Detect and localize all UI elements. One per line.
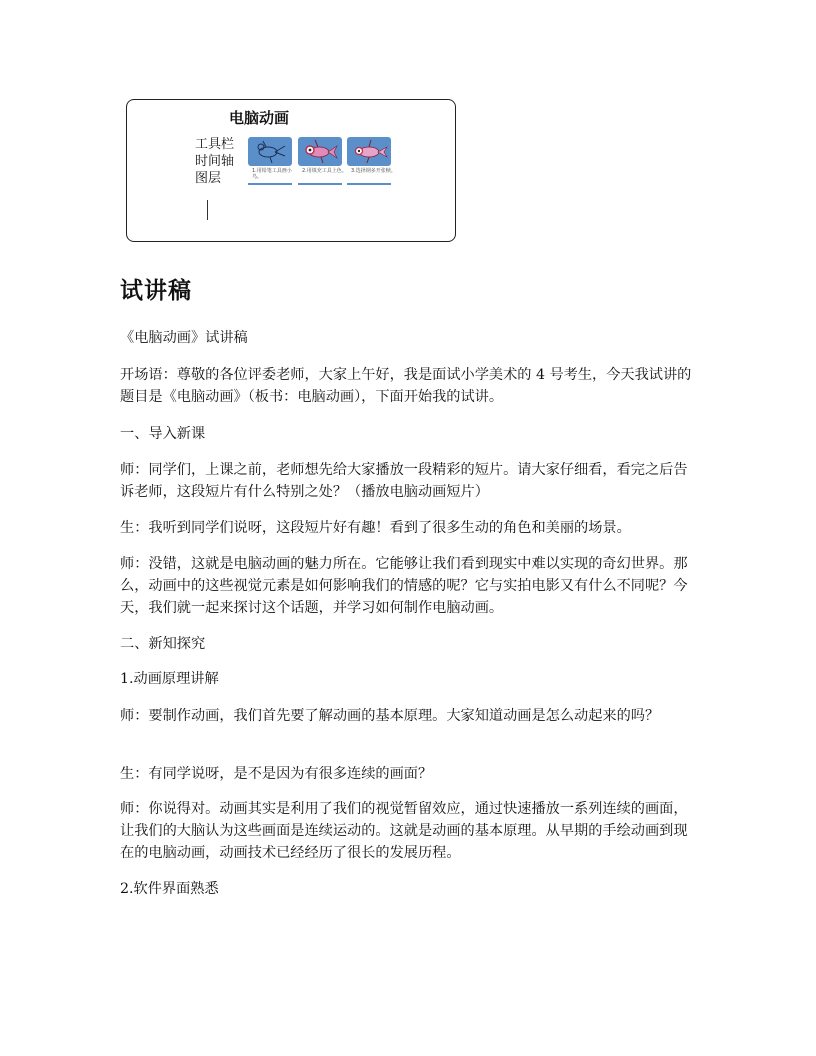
frame-1-underline: [248, 183, 292, 185]
frame-3-caption: 3.选择钢多开张帧。: [351, 168, 396, 174]
animation-frames: [248, 137, 396, 187]
board-keyword-layer: 图层: [195, 171, 222, 186]
paragraph-teacher-1: 师：同学们，上课之前，老师想先给大家播放一段精彩的短片。请大家仔细看，看完之后告诉老师，这段短片有什么特别之处？（播放电脑动画短片）: [120, 462, 688, 500]
frame-2-caption: 2.用填充工具上色。: [302, 168, 347, 174]
frame-3-bird-colored-image: [347, 137, 391, 166]
frame-1-caption: 1.用铅笔工具画小鸟。: [252, 168, 292, 180]
frame-3-underline: [347, 183, 391, 185]
heading-introduction: 一、导入新课: [120, 426, 206, 442]
frame-2-underline: [298, 183, 342, 185]
board-keyword-toolbar: 工具栏: [195, 137, 235, 152]
board-vertical-line: [207, 200, 208, 220]
paragraph-student-2: 生：有同学说呀，是不是因为有很多连续的画面？: [120, 766, 433, 782]
frame-1-bird-outline-image: [248, 137, 292, 166]
paragraph-teacher-3: 师：要制作动画，我们首先要了解动画的基本原理。大家知道动画是怎么动起来的吗？: [120, 708, 660, 724]
board-keyword-timeline: 时间轴: [195, 154, 235, 169]
document-title: 试讲稿: [120, 278, 192, 304]
paragraph-opening: 开场语：尊敬的各位评委老师，大家上午好，我是面试小学美术的 4 号考生，今天我试讲的题目是《电脑动画》（板书：电脑动画），下面开始我的试讲。: [120, 367, 692, 405]
board-title: 电脑动画: [229, 109, 290, 127]
heading-new-knowledge: 二、新知探究: [120, 636, 206, 652]
paragraph-teacher-2: 师：没错，这就是电脑动画的魅力所在。它能够让我们看到现实中难以实现的奇幻世界。那么，动画中的这些视觉元素是如何影响我们的情感的呢？它与实拍电影又有什么不同呢？今天，我们就一起来探讨这个话题，并学习如何制作电脑动画。: [120, 556, 688, 616]
paragraph-student-1: 生：我听到同学们说呀，这段短片好有趣！看到了很多生动的角色和美丽的场景。: [120, 520, 631, 536]
board-keyword-list: [195, 136, 234, 187]
subheading-software-interface: 2.软件界面熟悉: [120, 881, 219, 897]
blackboard-design: [126, 99, 456, 242]
subheading-animation-principle: 1.动画原理讲解: [120, 671, 219, 687]
frame-2-bird-colored-image: [298, 137, 342, 166]
paragraph-lesson-name: 《电脑动画》试讲稿: [120, 330, 248, 346]
paragraph-teacher-4: 师：你说得对。动画其实是利用了我们的视觉暂留效应，通过快速播放一系列连续的画面，让我们的大脑认为这些画面是连续运动的。这就是动画的基本原理。从早期的手绘动画到现在的电脑动画，动画技术已经经历了很长的发展历程。: [120, 801, 688, 861]
